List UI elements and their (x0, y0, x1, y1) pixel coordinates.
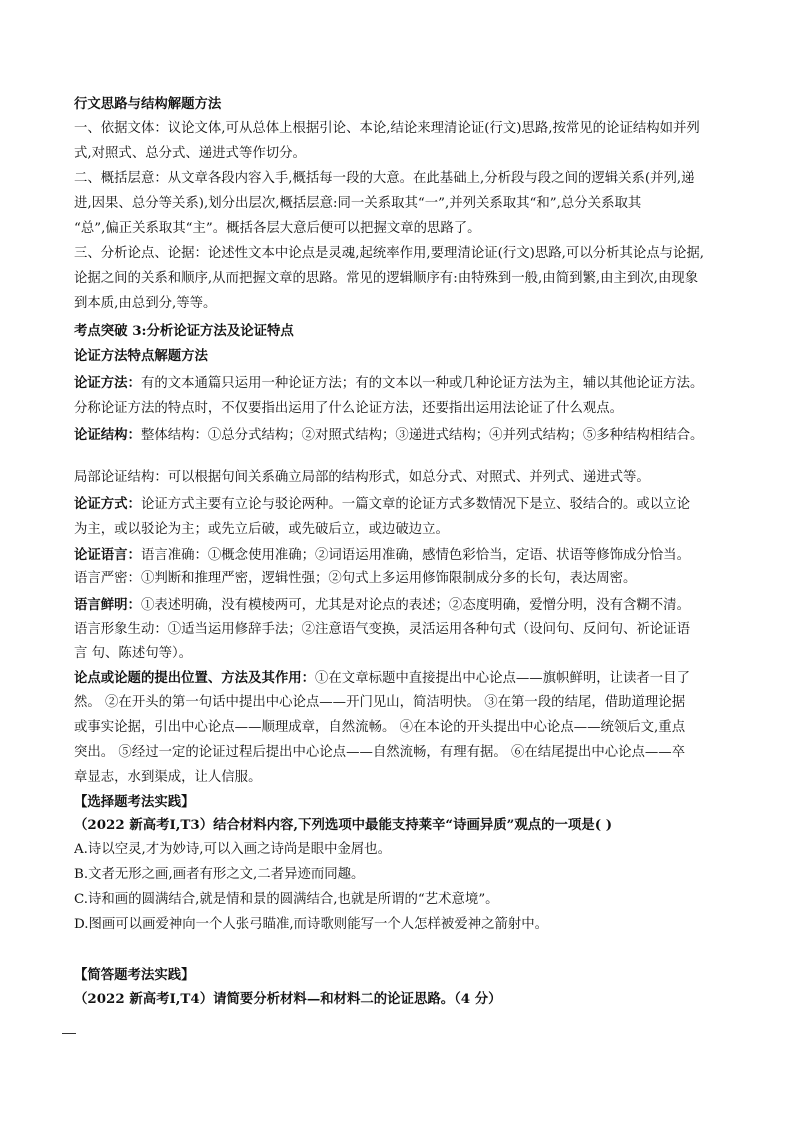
paragraph-line (74, 426, 754, 445)
paragraph-line: 言 句、陈述句等）。 (74, 646, 193, 661)
paragraph-line: 到本质,由总到分,等等。 (74, 296, 217, 311)
option-c: C.诗和画的圆满结合,就是情和景的圆满结合,也就是所谓的“艺术意境”。 (74, 892, 499, 907)
option-d: D.图画可以画爱神向一个人张弓瞄准,而诗歌则能写一个人怎样被爱神之箭射中。 (74, 917, 549, 932)
line-text: 语言准确：①概念使用准确；②词语运用准确，感情色彩恰当，定语、状语等修饰成分恰当。 (140, 548, 690, 563)
paragraph-line (74, 546, 754, 565)
option-a: A.诗以空灵,才为妙诗,可以入画之诗尚是眼中金屑也。 (74, 842, 392, 857)
paragraph-line (74, 669, 754, 688)
paragraph-line: 二、概括层意：从文章各段内容入手,概括每一段的大意。在此基础上,分析段与段之间的逻辑关系(并列,递 (74, 171, 695, 186)
section-heading: 【选择题考法实践】 (74, 794, 195, 810)
paragraph-line: 突出。 ⑤经过一定的论证过程后提出中心论点——自然流畅，有理有据。 ⑥在结尾提出中心论点——卒 (74, 745, 686, 760)
line-text: ①在文章标题中直接提出中心论点——旗帜鲜明，让读者一目了 (315, 671, 690, 686)
paragraph-line: 局部论证结构：可以根据句间关系确立局部的结构形式，如总分式、对照式、并列式、递进式等。 (74, 470, 650, 485)
section-heading: 行文思路与结构解题方法 (74, 96, 222, 112)
section-heading: 论证方法特点解题方法 (74, 348, 208, 364)
term-label: 语言鲜明： (74, 597, 141, 613)
paragraph-line (74, 596, 754, 615)
term-label: 论证方法： (74, 375, 141, 391)
question-stem: （2022 新高考Ⅰ,T4）请简要分析材料—和材料二的论证思路。（4 分） (74, 991, 502, 1007)
line-text: ①表述明确，没有模棱两可，尤其是对论点的表述；②态度明确，爱憎分明，没有含糊不清。 (140, 598, 690, 613)
line-text: 整体结构：①总分式结构；②对照式结构；③递进式结构；④并列式结构；⑤多种结构相结合。 (140, 428, 704, 443)
paragraph-line: 语言严密：①判断和推理严密，逻辑性强；②句式上多运用修饰限制成分多的长句，表达周密。 (74, 571, 637, 586)
term-label: 论点或论题的提出位置、方法及其作用： (74, 670, 316, 686)
paragraph-line: 或事实论据，引出中心论点——顺理成章，自然流畅。 ④在本论的开头提出中心论点——统领后文,重点 (74, 720, 686, 735)
paragraph-line: 进,因果、总分等关系),划分出层次,概括层意:同一关系取其“一”,并列关系取其“和”,总分关系取其 (74, 196, 642, 211)
question-stem: （2022 新高考Ⅰ,T3）结合材料内容,下列选项中最能支持莱辛“诗画异质”观点的一项是( ) (74, 817, 613, 833)
line-text: 论证方式主要有立论与驳论两种。一篇文章的论证方式多数情况下是立、驳结合的。或以立论 (140, 497, 690, 512)
term-label: 论证语言： (74, 547, 141, 563)
option-b: B.文者无形之画,画者有形之文,二者异迹而同趣。 (74, 867, 365, 882)
term-label: 论证方式： (74, 496, 141, 512)
line-text: 有的文本通篇只运用一种论证方法；有的文本以一种或几种论证方法为主，辅以其他论证方法。 (140, 376, 704, 391)
paragraph-line: 论据之间的关系和顺序,从而把握文章的思路。常见的逻辑顺序有:由特殊到一般,由简到繁,由主到次,由现象 (74, 271, 699, 286)
paragraph-line: 分称论证方法的特点时，不仅要指出运用了什么论证方法，还要指出运用法论证了什么观点。 (74, 401, 624, 416)
section-heading: 考点突破 3:分析论证方法及论证特点 (74, 323, 294, 339)
answer-line (62, 1033, 76, 1034)
paragraph-line: 三、分析论点、论据：论述性文本中论点是灵魂,起统率作用,要理清论证(行文)思路,可以分析其论点与论据, (74, 246, 705, 261)
paragraph-line: 一、依据文体：议论文体,可从总体上根据引论、本论,结论来理清论证(行文)思路,按常见的论证结构如并列 (74, 121, 700, 136)
paragraph-line: 语言形象生动：①适当运用修辞手法；②注意语气变换，灵活运用各种句式（设问句、反问句、祈论证语 (74, 622, 690, 637)
paragraph-line (74, 495, 754, 514)
term-label: 论证结构： (74, 427, 141, 443)
paragraph-line: 式,对照式、总分式、递进式等作切分。 (74, 146, 306, 161)
paragraph-line: 章显志，水到渠成，让人信服。 (74, 770, 262, 785)
paragraph-line: 然。 ②在开头的第一句话中提出中心论点——开门见山，简洁明快。 ③在第一段的结尾，借助道理论据 (74, 695, 686, 710)
section-heading: 【简答题考法实践】 (74, 967, 195, 983)
paragraph-line: 为主，或以驳论为主；或先立后破，或先破后立，或边破边立。 (74, 522, 449, 537)
paragraph-line: “总”,偏正关系取其“主”。概括各层大意后便可以把握文章的思路了。 (74, 221, 481, 236)
paragraph-line (74, 374, 754, 393)
